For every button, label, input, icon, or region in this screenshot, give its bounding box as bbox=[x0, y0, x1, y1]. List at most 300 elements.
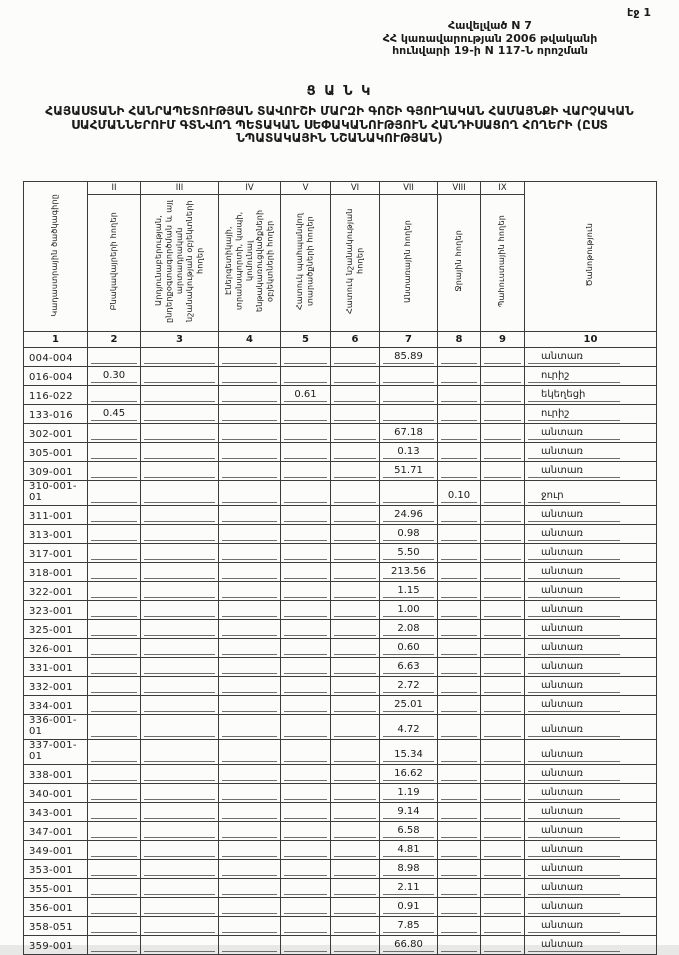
rotated-header-label: Պահուստային հողեր bbox=[497, 214, 507, 308]
note-cell bbox=[525, 696, 657, 715]
cell-underline bbox=[144, 565, 215, 579]
value-cell bbox=[438, 740, 481, 765]
cell-underline: անտառ bbox=[528, 584, 620, 598]
value-cell bbox=[331, 822, 380, 841]
value-cell bbox=[219, 841, 281, 860]
cell-underline bbox=[484, 508, 521, 522]
cell-underline: 4.81 bbox=[383, 843, 434, 857]
value-cell bbox=[380, 481, 438, 506]
value-cell bbox=[88, 740, 141, 765]
value-cell bbox=[481, 386, 525, 405]
roman-numeral-cell: V bbox=[281, 182, 331, 195]
cell-underline bbox=[334, 862, 376, 876]
cell-underline bbox=[222, 900, 277, 914]
value-cell bbox=[438, 506, 481, 525]
cell-underline: անտառ bbox=[528, 426, 620, 440]
cell-underline bbox=[91, 938, 137, 952]
cell-underline bbox=[484, 464, 521, 478]
value-cell bbox=[88, 765, 141, 784]
cell-underline bbox=[383, 388, 434, 402]
value-cell bbox=[281, 879, 331, 898]
value-cell bbox=[438, 481, 481, 506]
value-cell bbox=[281, 544, 331, 563]
value-cell bbox=[88, 582, 141, 601]
value-cell bbox=[380, 367, 438, 386]
value-cell bbox=[438, 386, 481, 405]
cell-underline bbox=[441, 369, 477, 383]
table-row bbox=[24, 506, 657, 525]
cell-underline bbox=[144, 824, 215, 838]
value-cell bbox=[331, 424, 380, 443]
table-row bbox=[24, 696, 657, 715]
note-cell bbox=[525, 462, 657, 481]
value-cell bbox=[438, 348, 481, 367]
value-cell bbox=[481, 803, 525, 822]
cell-underline bbox=[441, 748, 477, 762]
cell-underline bbox=[284, 862, 327, 876]
value-cell bbox=[88, 658, 141, 677]
cell-underline bbox=[91, 919, 137, 933]
cell-underline bbox=[91, 464, 137, 478]
cell-underline bbox=[484, 546, 521, 560]
cell-underline bbox=[91, 546, 137, 560]
value-cell bbox=[88, 639, 141, 658]
value-cell bbox=[380, 620, 438, 639]
cadastral-code-cell: 318-001 bbox=[24, 563, 88, 582]
cell-underline bbox=[441, 824, 477, 838]
value-cell bbox=[380, 601, 438, 620]
cell-underline bbox=[334, 407, 376, 421]
cell-underline bbox=[441, 641, 477, 655]
cell-underline bbox=[484, 767, 521, 781]
cell-underline bbox=[441, 388, 477, 402]
value-cell bbox=[141, 620, 219, 639]
value-cell bbox=[380, 544, 438, 563]
value-cell bbox=[88, 803, 141, 822]
cell-underline bbox=[91, 508, 137, 522]
value-cell bbox=[331, 639, 380, 658]
value-cell bbox=[438, 443, 481, 462]
cell-underline bbox=[91, 445, 137, 459]
table-row bbox=[24, 544, 657, 563]
cadastral-code-cell: 116-022 bbox=[24, 386, 88, 405]
document-title bbox=[12, 105, 667, 146]
cell-underline bbox=[284, 881, 327, 895]
cadastral-code-cell: 311-001 bbox=[24, 506, 88, 525]
cell-underline: անտառ bbox=[528, 786, 620, 800]
note-cell bbox=[525, 658, 657, 677]
value-cell bbox=[331, 348, 380, 367]
cell-underline bbox=[144, 407, 215, 421]
value-cell bbox=[380, 677, 438, 696]
table-row bbox=[24, 424, 657, 443]
cadastral-code-cell: 337-001-01 bbox=[24, 740, 88, 765]
cell-underline: անտառ bbox=[528, 565, 620, 579]
value-cell bbox=[88, 405, 141, 424]
table-row bbox=[24, 443, 657, 462]
value-cell bbox=[219, 582, 281, 601]
cell-underline bbox=[91, 786, 137, 800]
list-heading: Ց Ա Ն Կ bbox=[306, 84, 373, 99]
value-cell bbox=[481, 582, 525, 601]
value-cell bbox=[481, 917, 525, 936]
value-cell bbox=[481, 879, 525, 898]
value-cell bbox=[380, 860, 438, 879]
value-cell bbox=[141, 740, 219, 765]
cell-underline bbox=[144, 938, 215, 952]
cell-underline bbox=[334, 641, 376, 655]
cell-underline bbox=[222, 805, 277, 819]
roman-numeral-cell: IX bbox=[481, 182, 525, 195]
value-cell bbox=[88, 784, 141, 803]
value-cell bbox=[219, 784, 281, 803]
cell-underline: ջուր bbox=[528, 489, 620, 503]
cell-underline: 6.63 bbox=[383, 660, 434, 674]
cell-underline bbox=[441, 786, 477, 800]
cell-underline: անտառ bbox=[528, 464, 620, 478]
cell-underline bbox=[144, 584, 215, 598]
cell-underline bbox=[222, 622, 277, 636]
value-cell bbox=[438, 639, 481, 658]
cell-underline bbox=[144, 723, 215, 737]
roman-numeral-cell: II bbox=[88, 182, 141, 195]
cadastral-code-cell: 325-001 bbox=[24, 620, 88, 639]
cell-underline bbox=[334, 622, 376, 636]
cell-underline bbox=[91, 426, 137, 440]
table-header bbox=[24, 182, 657, 348]
table-body bbox=[24, 348, 657, 955]
value-cell bbox=[331, 506, 380, 525]
cell-underline bbox=[484, 603, 521, 617]
cell-underline bbox=[441, 603, 477, 617]
cell-underline bbox=[484, 350, 521, 364]
cell-underline bbox=[334, 445, 376, 459]
value-cell bbox=[141, 582, 219, 601]
value-cell bbox=[481, 506, 525, 525]
cell-underline: 51.71 bbox=[383, 464, 434, 478]
value-cell bbox=[380, 803, 438, 822]
cadastral-code-cell: 016-004 bbox=[24, 367, 88, 386]
cell-underline: անտառ bbox=[528, 938, 620, 952]
cadastral-code-cell: 338-001 bbox=[24, 765, 88, 784]
cell-underline bbox=[222, 350, 277, 364]
value-cell bbox=[331, 386, 380, 405]
value-cell bbox=[219, 525, 281, 544]
cadastral-code-cell: 347-001 bbox=[24, 822, 88, 841]
value-cell bbox=[331, 841, 380, 860]
rotated-header-label: Բնակավայրերի հողեր bbox=[108, 211, 118, 311]
cell-underline: 0.61 bbox=[284, 388, 327, 402]
cadastral-code-cell: 305-001 bbox=[24, 443, 88, 462]
cell-underline bbox=[91, 584, 137, 598]
cell-underline: 0.98 bbox=[383, 527, 434, 541]
value-cell bbox=[281, 803, 331, 822]
cell-underline: 1.00 bbox=[383, 603, 434, 617]
value-cell bbox=[481, 620, 525, 639]
value-cell bbox=[281, 860, 331, 879]
cell-underline bbox=[284, 407, 327, 421]
column-number-cell: 2 bbox=[88, 332, 141, 348]
value-cell bbox=[281, 765, 331, 784]
cell-underline bbox=[441, 938, 477, 952]
value-cell bbox=[141, 696, 219, 715]
value-cell bbox=[380, 462, 438, 481]
cell-underline bbox=[144, 679, 215, 693]
value-cell bbox=[141, 639, 219, 658]
value-cell bbox=[281, 563, 331, 582]
cell-underline: անտառ bbox=[528, 843, 620, 857]
page-number-label: էջ 1 bbox=[627, 6, 651, 19]
value-cell bbox=[141, 917, 219, 936]
annex-line: ՀՀ կառավարության 2006 թվականի bbox=[382, 31, 598, 45]
cell-underline bbox=[284, 603, 327, 617]
value-cell bbox=[141, 898, 219, 917]
cell-underline: անտառ bbox=[528, 900, 620, 914]
column-number-cell: 9 bbox=[481, 332, 525, 348]
value-cell bbox=[380, 936, 438, 955]
roman-numeral-row bbox=[24, 182, 657, 195]
annex-reference-block bbox=[330, 20, 650, 58]
value-cell bbox=[281, 936, 331, 955]
table-row bbox=[24, 936, 657, 955]
value-cell bbox=[331, 879, 380, 898]
value-cell bbox=[281, 677, 331, 696]
note-cell bbox=[525, 424, 657, 443]
value-cell bbox=[481, 936, 525, 955]
cell-underline bbox=[334, 698, 376, 712]
cell-underline: 0.10 bbox=[441, 489, 477, 503]
header-special-purpose-lands bbox=[331, 195, 380, 332]
cell-underline bbox=[284, 660, 327, 674]
cell-underline bbox=[144, 862, 215, 876]
roman-numeral-cell: VII bbox=[380, 182, 438, 195]
cadastral-code-cell: 309-001 bbox=[24, 462, 88, 481]
table-row bbox=[24, 740, 657, 765]
note-cell bbox=[525, 765, 657, 784]
cell-underline bbox=[91, 622, 137, 636]
cell-underline bbox=[222, 388, 277, 402]
table-row bbox=[24, 386, 657, 405]
note-cell bbox=[525, 822, 657, 841]
cell-underline bbox=[284, 805, 327, 819]
value-cell bbox=[88, 860, 141, 879]
cell-underline bbox=[441, 919, 477, 933]
cell-underline bbox=[284, 824, 327, 838]
cell-underline: 9.14 bbox=[383, 805, 434, 819]
cell-underline bbox=[383, 407, 434, 421]
cell-underline bbox=[334, 660, 376, 674]
roman-numeral-cell: VI bbox=[331, 182, 380, 195]
value-cell bbox=[88, 462, 141, 481]
cell-underline: անտառ bbox=[528, 767, 620, 781]
cell-underline bbox=[222, 407, 277, 421]
cell-underline bbox=[222, 919, 277, 933]
cell-underline bbox=[144, 786, 215, 800]
cell-underline: 0.45 bbox=[91, 407, 137, 421]
value-cell bbox=[88, 936, 141, 955]
cell-underline bbox=[284, 679, 327, 693]
cell-underline bbox=[222, 546, 277, 560]
cell-underline bbox=[144, 464, 215, 478]
value-cell bbox=[481, 348, 525, 367]
cell-underline bbox=[91, 660, 137, 674]
value-cell bbox=[88, 506, 141, 525]
cell-underline: եկեղեցի bbox=[528, 388, 620, 402]
cell-underline bbox=[334, 767, 376, 781]
value-cell bbox=[219, 348, 281, 367]
table-row bbox=[24, 601, 657, 620]
cell-underline bbox=[222, 489, 277, 503]
cadastral-code-cell: 336-001-01 bbox=[24, 715, 88, 740]
value-cell bbox=[219, 544, 281, 563]
value-cell bbox=[141, 784, 219, 803]
value-cell bbox=[331, 367, 380, 386]
table-row bbox=[24, 898, 657, 917]
cell-underline: 2.08 bbox=[383, 622, 434, 636]
value-cell bbox=[141, 803, 219, 822]
rotated-header-label: Կադաստրային ծածկագիրը bbox=[50, 193, 60, 317]
cell-underline bbox=[334, 679, 376, 693]
note-cell bbox=[525, 386, 657, 405]
cell-underline: 7.85 bbox=[383, 919, 434, 933]
cell-underline bbox=[91, 679, 137, 693]
value-cell bbox=[438, 803, 481, 822]
table-row bbox=[24, 822, 657, 841]
value-cell bbox=[380, 917, 438, 936]
value-cell bbox=[481, 443, 525, 462]
cell-underline bbox=[441, 805, 477, 819]
cell-underline bbox=[144, 698, 215, 712]
cell-underline bbox=[334, 426, 376, 440]
value-cell bbox=[438, 544, 481, 563]
note-cell bbox=[525, 879, 657, 898]
value-cell bbox=[331, 898, 380, 917]
cell-underline: 85.89 bbox=[383, 350, 434, 364]
table-row bbox=[24, 348, 657, 367]
value-cell bbox=[481, 424, 525, 443]
cell-underline bbox=[222, 369, 277, 383]
value-cell bbox=[380, 696, 438, 715]
value-cell bbox=[141, 405, 219, 424]
value-cell bbox=[481, 462, 525, 481]
cell-underline: 0.60 bbox=[383, 641, 434, 655]
cell-underline bbox=[144, 881, 215, 895]
cell-underline bbox=[383, 369, 434, 383]
cadastral-code-cell: 355-001 bbox=[24, 879, 88, 898]
cell-underline: անտառ bbox=[528, 350, 620, 364]
note-cell bbox=[525, 803, 657, 822]
cell-underline: 2.11 bbox=[383, 881, 434, 895]
note-cell bbox=[525, 841, 657, 860]
cell-underline bbox=[484, 641, 521, 655]
table-row bbox=[24, 803, 657, 822]
cell-underline bbox=[91, 489, 137, 503]
cell-underline: 1.15 bbox=[383, 584, 434, 598]
cell-underline bbox=[222, 786, 277, 800]
cell-underline bbox=[284, 641, 327, 655]
cell-underline: 6.58 bbox=[383, 824, 434, 838]
value-cell bbox=[331, 917, 380, 936]
cell-underline bbox=[284, 900, 327, 914]
value-cell bbox=[281, 582, 331, 601]
value-cell bbox=[281, 917, 331, 936]
value-cell bbox=[88, 841, 141, 860]
header-forest-lands bbox=[380, 195, 438, 332]
cell-underline bbox=[334, 748, 376, 762]
value-cell bbox=[219, 424, 281, 443]
cell-underline bbox=[284, 786, 327, 800]
table-row bbox=[24, 367, 657, 386]
value-cell bbox=[481, 367, 525, 386]
cadastral-code-cell: 004-004 bbox=[24, 348, 88, 367]
cell-underline bbox=[484, 565, 521, 579]
cell-underline bbox=[91, 641, 137, 655]
cell-underline bbox=[484, 919, 521, 933]
cell-underline: 1.19 bbox=[383, 786, 434, 800]
value-cell bbox=[481, 481, 525, 506]
column-number-cell: 8 bbox=[438, 332, 481, 348]
cell-underline bbox=[484, 584, 521, 598]
cell-underline bbox=[284, 584, 327, 598]
value-cell bbox=[141, 481, 219, 506]
note-cell bbox=[525, 601, 657, 620]
cell-underline bbox=[284, 843, 327, 857]
value-cell bbox=[219, 803, 281, 822]
value-cell bbox=[438, 424, 481, 443]
value-cell bbox=[281, 784, 331, 803]
cell-underline bbox=[144, 805, 215, 819]
value-cell bbox=[219, 443, 281, 462]
value-cell bbox=[331, 481, 380, 506]
cell-underline bbox=[91, 527, 137, 541]
roman-numeral-cell: IV bbox=[219, 182, 281, 195]
cell-underline bbox=[144, 748, 215, 762]
cell-underline bbox=[441, 508, 477, 522]
note-cell bbox=[525, 544, 657, 563]
value-cell bbox=[380, 765, 438, 784]
rotated-header-label: Ջրային հողեր bbox=[453, 230, 463, 292]
value-cell bbox=[219, 822, 281, 841]
value-cell bbox=[88, 898, 141, 917]
cell-underline bbox=[222, 723, 277, 737]
cell-underline: անտառ bbox=[528, 805, 620, 819]
value-cell bbox=[438, 620, 481, 639]
value-cell bbox=[281, 462, 331, 481]
value-cell bbox=[380, 563, 438, 582]
value-cell bbox=[438, 879, 481, 898]
value-cell bbox=[219, 715, 281, 740]
column-number-cell: 7 bbox=[380, 332, 438, 348]
cadastral-code-cell: 343-001 bbox=[24, 803, 88, 822]
cell-underline bbox=[284, 748, 327, 762]
cell-underline bbox=[284, 527, 327, 541]
cell-underline: անտառ bbox=[528, 527, 620, 541]
value-cell bbox=[281, 601, 331, 620]
table-row bbox=[24, 639, 657, 658]
cell-underline bbox=[222, 508, 277, 522]
cell-underline bbox=[484, 489, 521, 503]
value-cell bbox=[380, 386, 438, 405]
value-cell bbox=[331, 525, 380, 544]
value-cell bbox=[331, 784, 380, 803]
value-cell bbox=[438, 601, 481, 620]
cell-underline: անտառ bbox=[528, 919, 620, 933]
value-cell bbox=[331, 462, 380, 481]
cell-underline bbox=[484, 805, 521, 819]
cadastral-code-cell: 317-001 bbox=[24, 544, 88, 563]
cadastral-code-cell: 332-001 bbox=[24, 677, 88, 696]
value-cell bbox=[88, 348, 141, 367]
